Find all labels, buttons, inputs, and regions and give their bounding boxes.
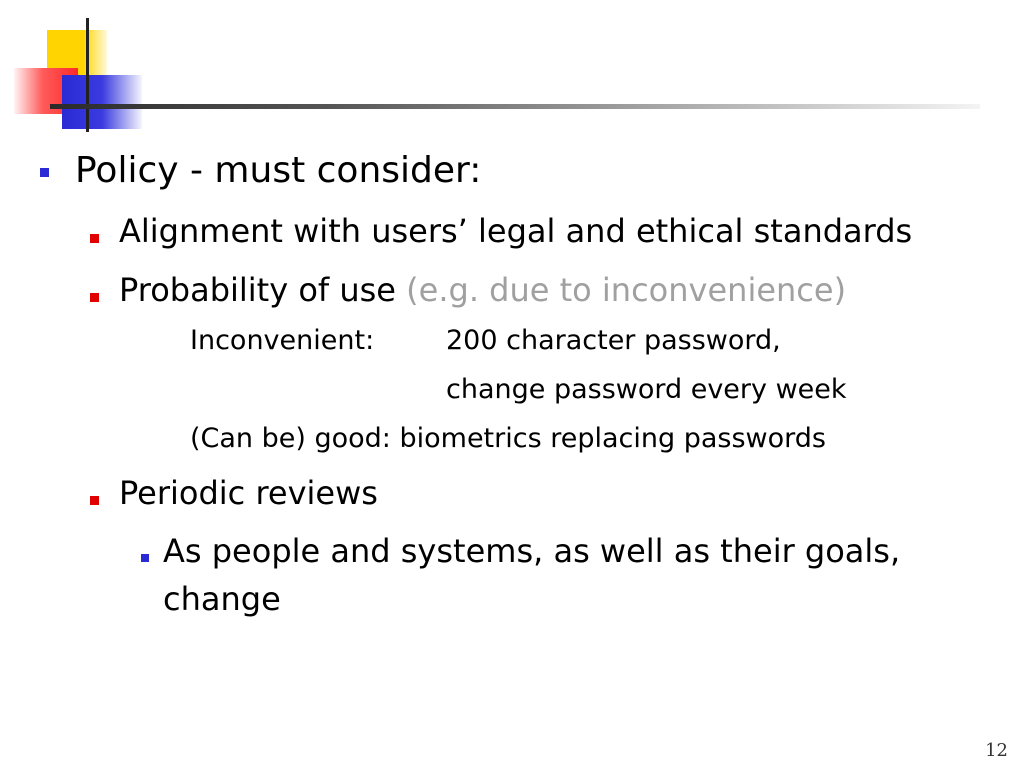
probability-note: (e.g. due to inconvenience) — [406, 271, 847, 309]
bullet-policy: Policy - must consider: — [75, 150, 482, 191]
bullet-periodic: Periodic reviews — [119, 474, 378, 512]
bullet-square-icon — [141, 554, 149, 562]
bullet-square-icon — [90, 496, 99, 505]
probability-text: Probability of use — [119, 271, 396, 309]
inconvenient-item-2: change password every week — [446, 374, 847, 405]
bullet-people-line-1: As people and systems, as well as their goals, — [163, 532, 901, 570]
bullet-square-icon — [90, 234, 99, 243]
bullet-square-icon — [90, 293, 99, 302]
bullet-probability — [119, 271, 846, 309]
good-example: (Can be) good: biometrics replacing passwords — [190, 423, 826, 454]
page-number: 12 — [985, 740, 1008, 761]
bullet-people-line-2: change — [163, 580, 281, 618]
bullet-square-icon — [40, 168, 49, 177]
bullet-alignment: Alignment with users’ legal and ethical standards — [119, 212, 913, 250]
inconvenient-item-1: 200 character password, — [446, 325, 781, 356]
inconvenient-label: Inconvenient: — [190, 325, 375, 356]
